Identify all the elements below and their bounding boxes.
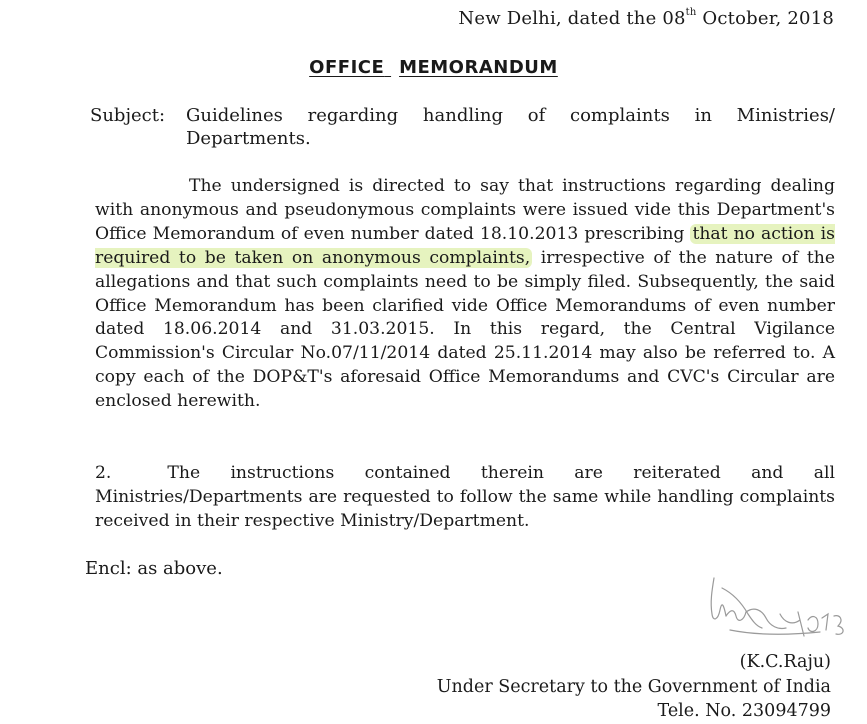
- paragraph-1-text-before: The undersigned is directed to say that instructions regarding dealing with anonymous and pseudonymous complaints were issued vide this Department's Office Memorandum of even number dated 18.10.2013 prescribing: [95, 176, 835, 244]
- signatory-name: (K.C.Raju): [739, 652, 831, 672]
- paragraph-2: [95, 462, 835, 534]
- title-word-office: OFFICE: [309, 57, 385, 78]
- signatory-designation: Under Secretary to the Government of India: [436, 676, 831, 697]
- signature-block: [437, 650, 831, 724]
- date-ordinal-suffix: th: [685, 7, 697, 18]
- paragraph-2-number: 2.: [95, 463, 112, 483]
- subject-label: Subject:: [90, 105, 166, 126]
- date-suffix: October, 2018: [696, 8, 834, 29]
- enclosure-note: Encl: as above.: [85, 558, 223, 579]
- document-date: [458, 8, 834, 29]
- highlighted-text: that no action is required to be taken on anonymous complaints,: [95, 223, 835, 268]
- paragraph-1-text-after: irrespective of the nature of the allegations and that such complaints need to be simply filed. Subsequently, the said Office Memorandum has been clarified vide Office Memorandums of even number dated 18.06.2014 and 31.03.2015. In this regard, the Central Vigilance Commission's Circular No.07/11/2014 dated 25.11.2014 may also be referred to. A copy each of the DOP&T's aforesaid Office Memorandums and CVC's Circular are enclosed herewith.: [95, 247, 835, 412]
- paragraph-2-text: The instructions contained therein are reiterated and all Ministries/Departments are requested to follow the same while handling complaints received in their respective Ministry/Department.: [95, 463, 835, 531]
- handwritten-signature: [700, 570, 860, 650]
- subject-text: Guidelines regarding handling of complaints in Ministries/ Departments.: [186, 105, 835, 149]
- signatory-telephone: Tele. No. 23094799: [657, 701, 831, 721]
- memorandum-title: [0, 57, 867, 78]
- paragraph-1: [95, 175, 835, 414]
- date-prefix: New Delhi, dated the 08: [458, 8, 686, 29]
- subject-line: [90, 104, 835, 150]
- title-word-memorandum: MEMORANDUM: [399, 57, 558, 78]
